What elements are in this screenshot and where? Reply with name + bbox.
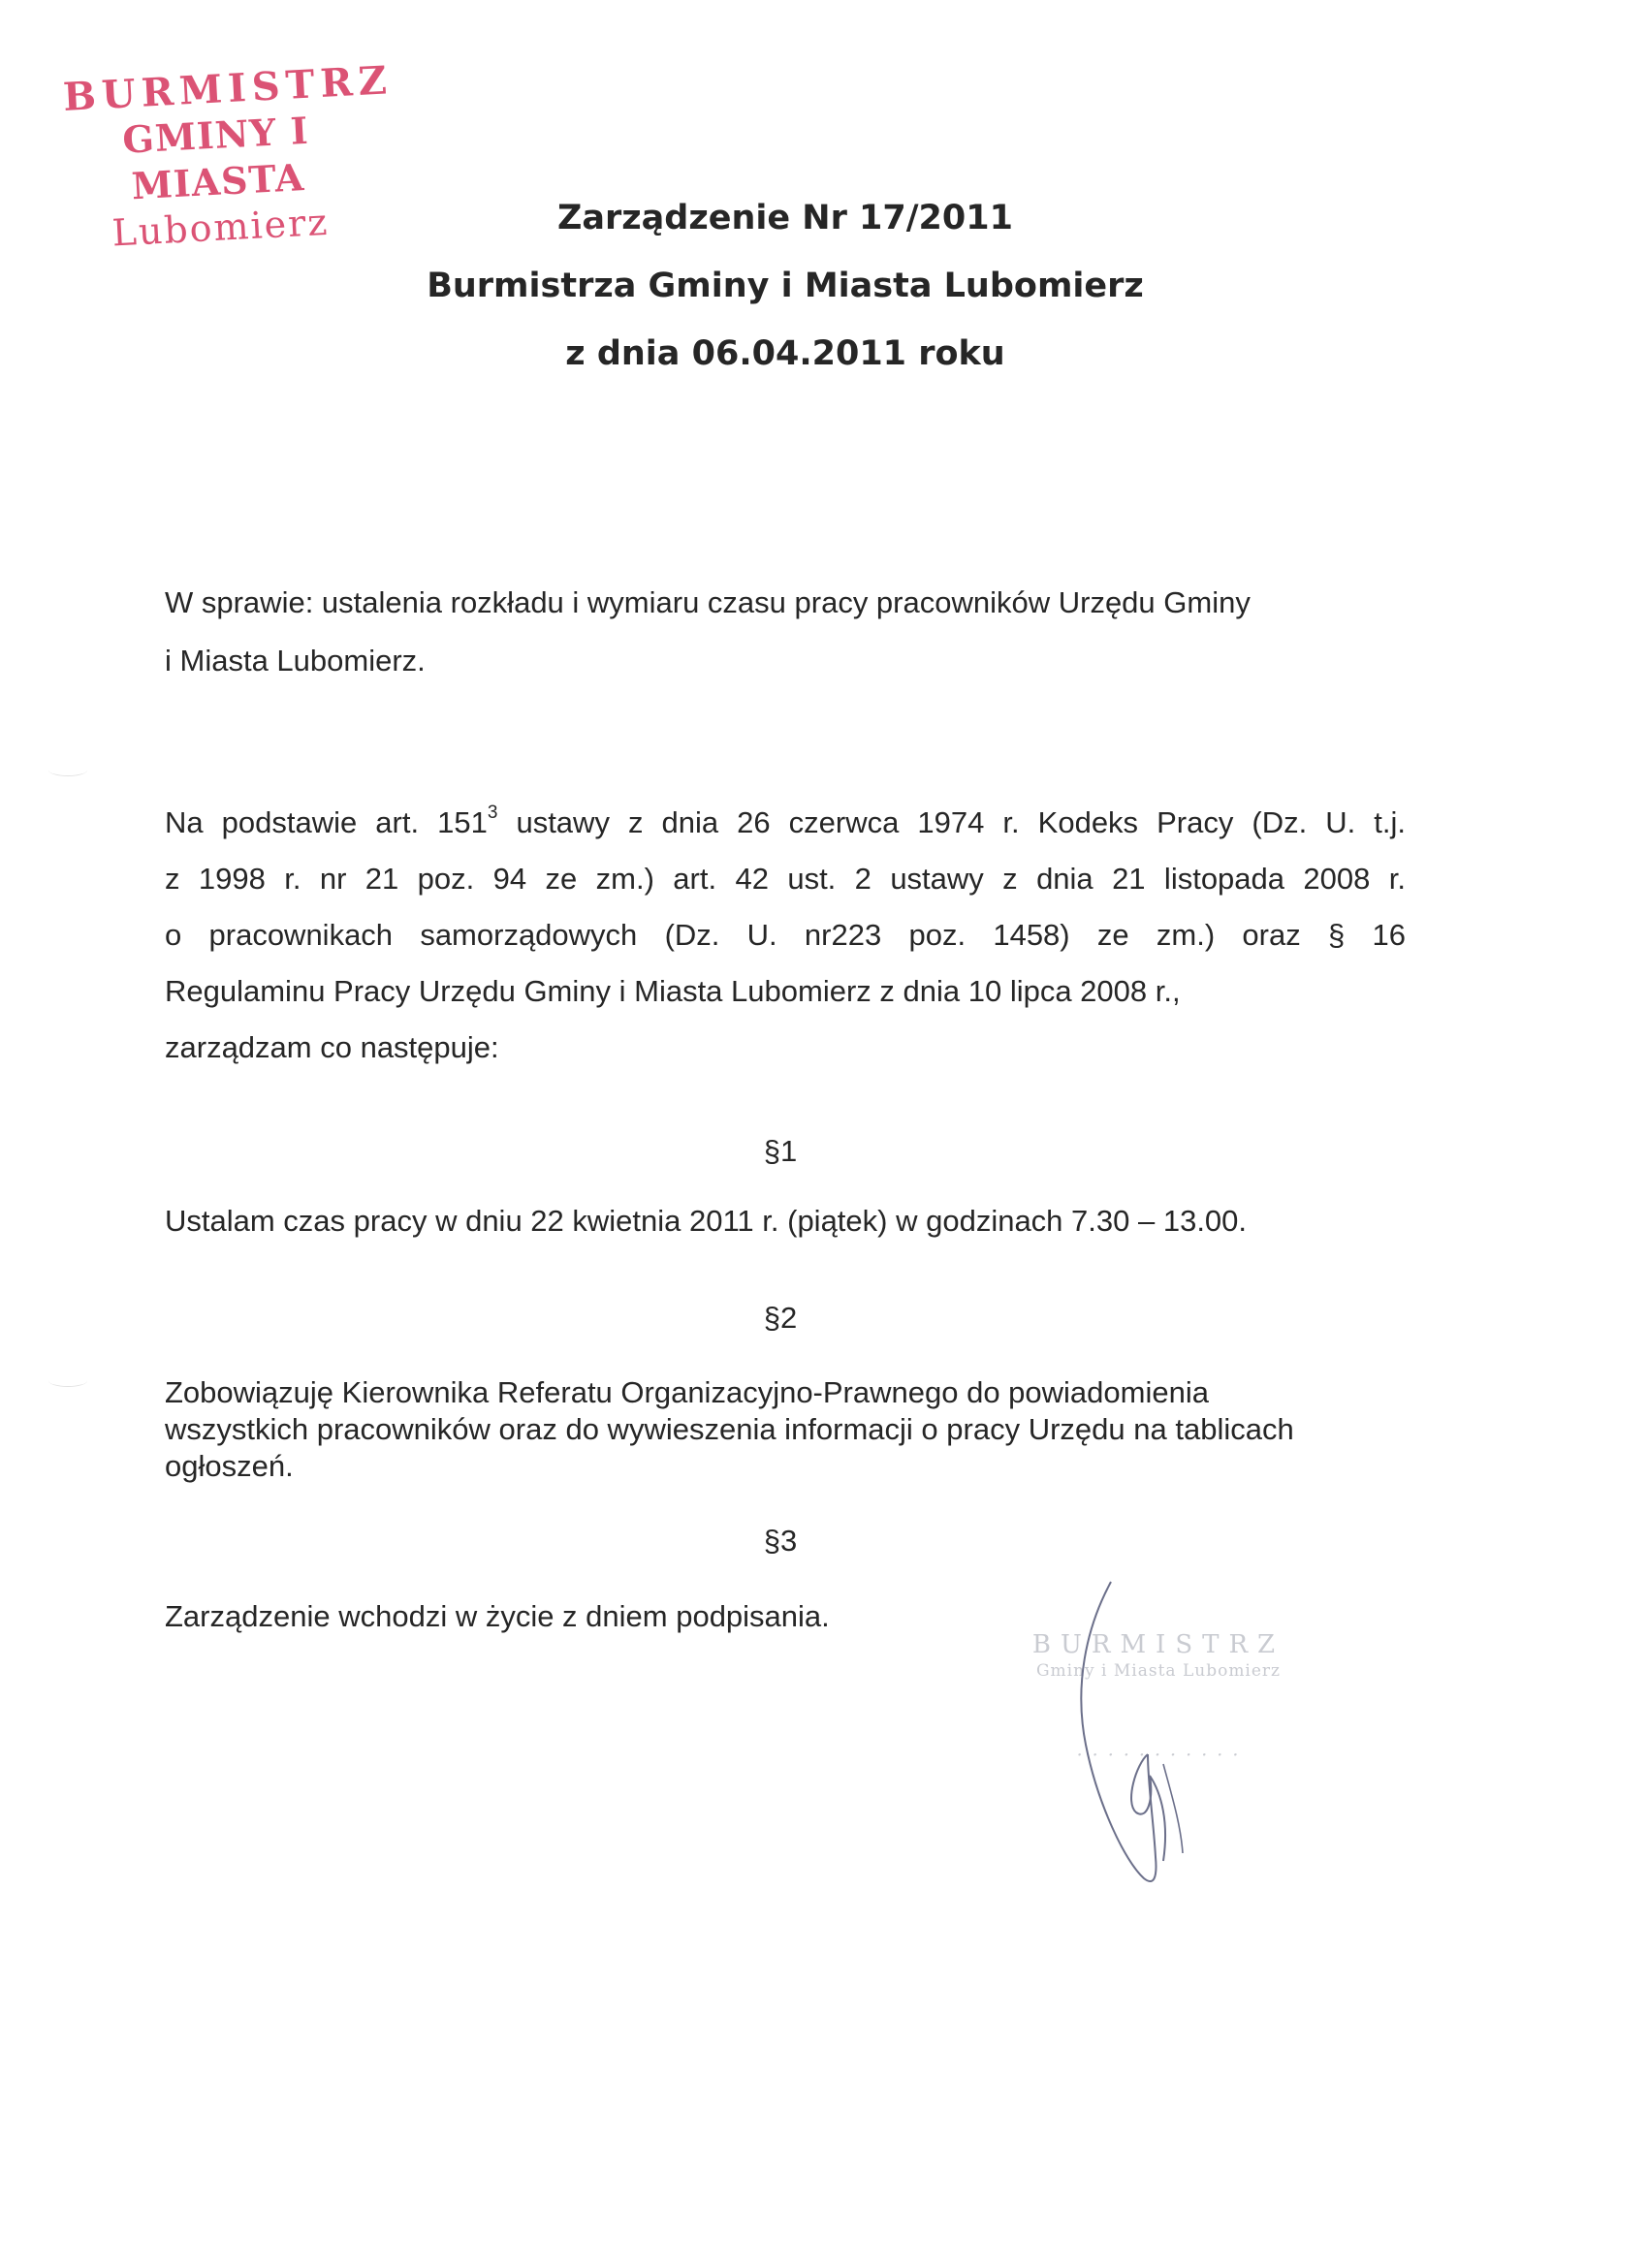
- basis-line-3: o pracownikach samorządowych (Dz. U. nr223 poz. 1458) ze zm.) oraz § 16: [165, 918, 1406, 952]
- section-2-line-2: wszystkich pracowników oraz do wywieszenia informacji o pracy Urzędu na tablicach: [165, 1412, 1294, 1446]
- section-2-line-1: Zobowiązuję Kierownika Referatu Organizacyjno-Prawnego do powiadomienia: [165, 1375, 1209, 1409]
- stamp-line-2: GMINY I MIASTA: [121, 108, 310, 208]
- title-line-2: Burmistrza Gminy i Miasta Lubomierz: [427, 267, 1144, 305]
- subject-line-1: W sprawie: ustalenia rozkładu i wymiaru czasu pracy pracowników Urzędu Gminy: [165, 585, 1251, 619]
- section-1-text: Ustalam czas pracy w dniu 22 kwietnia 2011 r. (piątek) w godzinach 7.30 – 13.00.: [165, 1204, 1248, 1238]
- scan-mark: [48, 1374, 87, 1387]
- document-title: [0, 184, 1570, 388]
- section-2-heading: §2: [763, 1301, 798, 1335]
- section-2-text: [165, 1374, 1425, 1485]
- title-line-1: Zarządzenie Nr 17/2011: [557, 199, 1013, 237]
- stamp-line-1: BURMISTRZ: [61, 57, 394, 120]
- scan-mark: [48, 764, 87, 776]
- basis-line-4: Regulaminu Pracy Urzędu Gminy i Miasta Lubomierz z dnia 10 lipca 2008 r.,: [165, 974, 1181, 1008]
- basis-superscript: 3: [487, 802, 498, 823]
- signature-stamp-line-2: Gminy i Miasta Lubomierz: [1035, 1661, 1282, 1681]
- basis-line-1: [165, 795, 1406, 851]
- basis-line-1-a: Na podstawie art. 151: [165, 805, 488, 839]
- subject-paragraph: [165, 574, 1406, 690]
- basis-line-2: z 1998 r. nr 21 poz. 94 ze zm.) art. 42 ust. 2 ustawy z dnia 21 listopada 2008 r.: [165, 862, 1406, 896]
- stamp-line-3: Lubomierz: [111, 200, 331, 255]
- title-line-3: z dnia 06.04.2011 roku: [565, 334, 1005, 373]
- signature-stamp-line-1: BURMISTRZ: [1031, 1630, 1285, 1659]
- section-3-text: Zarządzenie wchodzi w życie z dniem podpisania.: [165, 1599, 830, 1633]
- signature-stamp-line-3: · · · · · · · · · · ·: [1076, 1745, 1241, 1766]
- basis-line-1-b: ustawy z dnia 26 czerwca 1974 r. Kodeks Pracy (Dz. U. t.j.: [497, 805, 1406, 839]
- legal-basis-paragraph: [165, 795, 1406, 1076]
- handwritten-signature: [1047, 1570, 1241, 1890]
- section-2-line-3: ogłoszeń.: [165, 1449, 294, 1483]
- basis-line-5: zarządzam co następuje:: [165, 1030, 499, 1064]
- subject-line-2: i Miasta Lubomierz.: [165, 644, 426, 677]
- section-3-heading: §3: [763, 1524, 798, 1558]
- section-1-heading: §1: [763, 1134, 798, 1168]
